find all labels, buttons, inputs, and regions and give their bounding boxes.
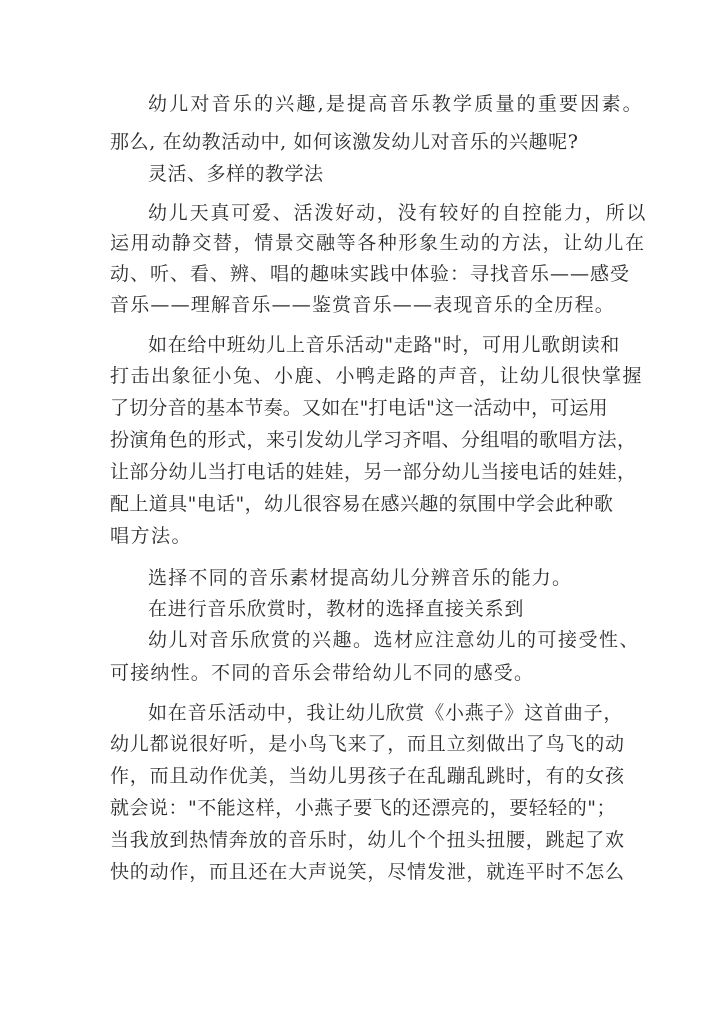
text-line: 如在给中班幼儿上音乐活动"走路"时，可用儿歌朗读和 bbox=[148, 334, 620, 356]
text-line: 幼儿对音乐欣赏的兴趣。选材应注意幼儿的可接受性、 bbox=[148, 629, 641, 651]
text-line: 打击出象征小兔、小鹿、小鸭走路的声音，让幼儿很快掌握 bbox=[110, 365, 644, 387]
text-line: 灵活、多样的教学法 bbox=[148, 163, 324, 185]
text-line: 了切分音的基本节奏。又如在"打电话"这一活动中，可运用 bbox=[110, 397, 608, 419]
text-line: 让部分幼儿当打电话的娃娃，另一部分幼儿当接电话的娃娃， bbox=[110, 461, 637, 483]
text-line: 音乐——理解音乐——鉴赏音乐——表现音乐的全历程。 bbox=[110, 294, 616, 316]
text-line: 运用动静交替，情景交融等各种形象生动的方法，让幼儿在 bbox=[110, 232, 646, 254]
text-line: 唱方法。 bbox=[110, 525, 193, 547]
text-line: 作，而且动作优美，当幼儿男孩子在乱蹦乱跳时，有的女孩 bbox=[110, 765, 625, 787]
text-line: 幼儿对音乐的兴趣,是提高音乐教学质量的重要因素。 bbox=[148, 93, 644, 115]
text-line: 幼儿都说很好听，是小鸟飞来了，而且立刻做出了鸟飞的动 bbox=[110, 733, 625, 755]
text-line: 当我放到热情奔放的音乐时，幼儿个个扭头扭腰，跳起了欢 bbox=[110, 829, 625, 851]
text-line: 选择不同的音乐素材提高幼儿分辨音乐的能力。 bbox=[148, 567, 573, 589]
text-line: 如在音乐活动中，我让幼儿欣赏《小燕子》这首曲子， bbox=[148, 702, 624, 724]
text-line: 配上道具"电话"，幼儿很容易在感兴趣的氛围中学会此种歌 bbox=[110, 493, 614, 515]
text-line: 动、听、看、辨、唱的趣味实践中体验：寻找音乐——感受 bbox=[110, 263, 631, 285]
text-line: 在进行音乐欣赏时，教材的选择直接关系到 bbox=[148, 598, 525, 620]
text-line: 幼儿天真可爱、活泼好动，没有较好的自控能力，所以 bbox=[148, 202, 648, 224]
text-line: 那么, 在幼教活动中, 如何该激发幼儿对音乐的兴趣呢? bbox=[110, 131, 579, 153]
text-line: 就会说："不能这样，小燕子要飞的还漂亮的，要轻轻的"； bbox=[110, 797, 616, 819]
text-line: 可接纳性。不同的音乐会带给幼儿不同的感受。 bbox=[110, 662, 535, 684]
text-line: 快的动作，而且还在大声说笑，尽情发泄，就连平时不怎么 bbox=[110, 861, 625, 883]
text-line: 扮演角色的形式，来引发幼儿学习齐唱、分组唱的歌唱方法， bbox=[110, 429, 637, 451]
